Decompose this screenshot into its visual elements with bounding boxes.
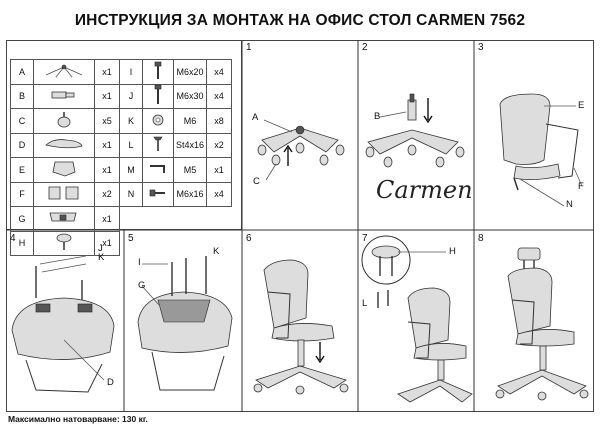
part-size: M6x20 <box>174 60 207 85</box>
part-letter: L <box>120 133 143 158</box>
caster-icon <box>34 109 95 134</box>
step-number: 3 <box>478 42 484 53</box>
brand-script: Carmen <box>376 176 473 204</box>
callout-h: H <box>449 246 456 257</box>
step-number: 6 <box>246 233 252 244</box>
step-number: 7 <box>362 233 368 244</box>
table-row <box>11 60 232 85</box>
callout-i: I <box>138 257 141 268</box>
step7-illustration <box>358 230 474 412</box>
callout-n: N <box>566 199 573 210</box>
part-qty: x1 <box>95 158 120 183</box>
part-qty: x2 <box>95 182 120 207</box>
callout-d: D <box>107 377 114 388</box>
part-letter: A <box>11 60 34 85</box>
part-letter: N <box>120 182 143 207</box>
part-qty: x1 <box>95 231 120 256</box>
step1-illustration <box>242 40 358 230</box>
part-letter: F <box>11 182 34 207</box>
part-letter: K <box>120 109 143 134</box>
part-qty: x2 <box>207 133 232 158</box>
table-row <box>11 182 232 207</box>
part-letter: D <box>11 133 34 158</box>
part-letter: J <box>120 84 143 109</box>
part-letter: E <box>11 158 34 183</box>
callout-c: C <box>253 176 260 187</box>
allen-key-icon <box>143 158 174 183</box>
backrest-icon <box>34 158 95 183</box>
part-size: M6x30 <box>174 84 207 109</box>
step-number: 4 <box>10 233 16 244</box>
part-qty: x1 <box>95 84 120 109</box>
gas-lift-icon <box>34 84 95 109</box>
part-letter: M <box>120 158 143 183</box>
table-row <box>11 207 232 232</box>
step-number: 1 <box>246 42 252 53</box>
callout-e: E <box>578 100 585 111</box>
part-letter: H <box>11 231 34 256</box>
part-qty: x8 <box>207 109 232 134</box>
screw-icon <box>143 133 174 158</box>
bolt-icon <box>143 84 174 109</box>
part-qty: x1 <box>207 158 232 183</box>
armrest-icon <box>34 182 95 207</box>
part-size: M6 <box>174 109 207 134</box>
bolt-icon <box>143 60 174 85</box>
part-letter: I <box>120 60 143 85</box>
part-qty: x5 <box>95 109 120 134</box>
step-number: 2 <box>362 42 368 53</box>
part-qty: x4 <box>207 60 232 85</box>
washer-icon <box>143 109 174 134</box>
callout-j: J <box>98 243 103 254</box>
part-qty: x1 <box>95 133 120 158</box>
part-qty: x1 <box>95 60 120 85</box>
part-qty: x4 <box>207 182 232 207</box>
callout-a: A <box>252 112 259 123</box>
part-qty: x4 <box>207 84 232 109</box>
mechanism-icon <box>34 207 95 232</box>
max-load-note: Максимално натоварване: 130 кг. <box>8 414 148 424</box>
step5-illustration <box>124 230 242 412</box>
page-title: ИНСТРУКЦИЯ ЗА МОНТАЖ НА ОФИС СТОЛ CARMEN 7562 <box>74 12 526 29</box>
part-qty: x1 <box>95 207 120 232</box>
seat-icon <box>34 133 95 158</box>
parts-table <box>10 59 232 256</box>
step-number: 8 <box>478 233 484 244</box>
bolt-icon <box>143 182 174 207</box>
part-size: M5 <box>174 158 207 183</box>
step-number: 5 <box>128 233 134 244</box>
part-letter: G <box>11 207 34 232</box>
step8-illustration <box>474 230 594 412</box>
callout-l: L <box>362 298 368 309</box>
part-size: St4x16 <box>174 133 207 158</box>
step3-illustration <box>474 40 594 230</box>
table-row <box>11 84 232 109</box>
callout-b: B <box>374 111 381 122</box>
callout-k: K <box>213 246 220 257</box>
part-size: M6x16 <box>174 182 207 207</box>
callout-f: F <box>578 181 584 192</box>
table-row <box>11 109 232 134</box>
part-letter: B <box>11 84 34 109</box>
table-row <box>11 158 232 183</box>
callout-k: K <box>98 252 105 263</box>
part-letter: C <box>11 109 34 134</box>
table-row <box>11 133 232 158</box>
step6-illustration <box>242 230 358 412</box>
callout-g: G <box>138 280 146 291</box>
star-base-icon <box>34 60 95 85</box>
